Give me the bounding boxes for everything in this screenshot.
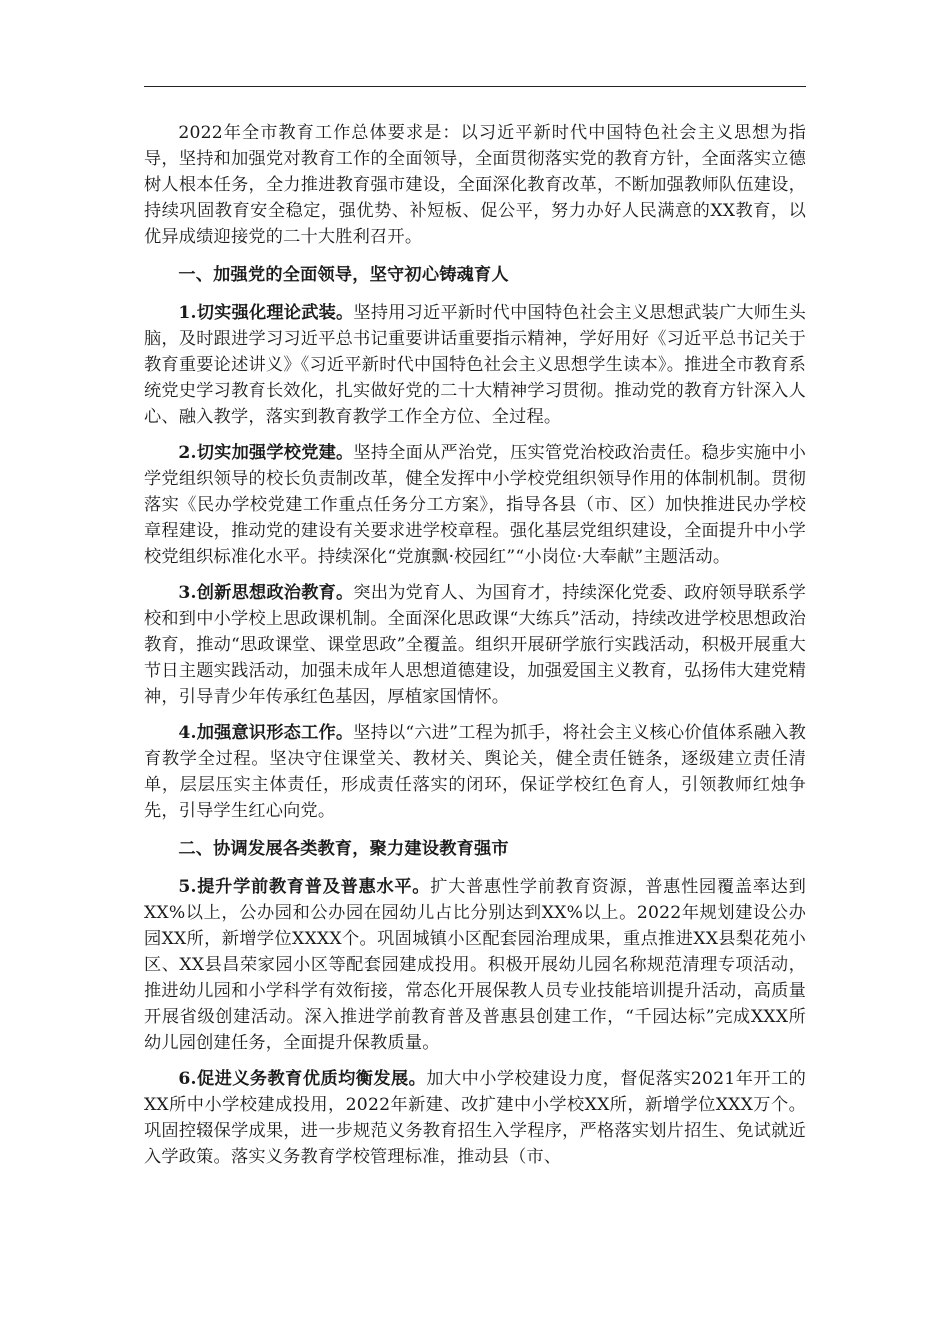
item-3-body: 突出为党育人、为国育才，持续深化党委、政府领导联系学校和到中小学校上思政课机制。全面深化思政课“大练兵”活动，持续改进学校思想政治教育，推动“思政课堂、课堂思政”全覆盖。组织开展研学旅行实践活动，积极开展重大节日主题实践活动，加强未成年人思想道德建设，加强爱国主义教育，弘扬伟大建党精神，引导青少年传承红色基因，厚植家国情怀。	[144, 583, 806, 707]
item-2-paragraph	[144, 440, 806, 570]
intro-paragraph: 2022年全市教育工作总体要求是：以习近平新时代中国特色社会主义思想为指导，坚持和加强党对教育工作的全面领导，全面贯彻落实党的教育方针，全面落实立德树人根本任务，全力推进教育强市建设，全面深化教育改革，不断加强教师队伍建设，持续巩固教育安全稳定，强优势、补短板、促公平，努力办好人民满意的XX教育，以优异成绩迎接党的二十大胜利召开。	[144, 123, 806, 247]
item-5-title: 5.提升学前教育普及普惠水平。	[178, 877, 431, 897]
header-rule	[144, 86, 806, 87]
item-2-title: 2.切实加强学校党建。	[178, 443, 354, 463]
item-6-body: 加大中小学校建设力度，督促落实2021年开工的XX所中小学校建成投用，2022年新建、改扩建中小学校XX所，新增学位XXX万个。巩固控辍保学成果，进一步规范义务教育招生入学程序，严格落实划片招生、免试就近入学政策。落实义务教育学校管理标准，推动县（市、	[144, 1069, 807, 1167]
item-2-body: 坚持全面从严治党，压实管党治校政治责任。稳步实施中小学党组织领导的校长负责制改革，健全发挥中小学校党组织领导作用的体制机制。贯彻落实《民办学校党建工作重点任务分工方案》，指导各县（市、区）加快推进民办学校章程建设，推动党的建设有关要求进学校章程。强化基层党组织建设，全面提升中小学校党组织标准化水平。持续深化“党旗飘·校园红”“小岗位·大奉献”主题活动。	[144, 443, 806, 567]
item-4-body: 坚持以“六进”工程为抓手，将社会主义核心价值体系融入教育教学全过程。坚决守住课堂关、教材关、舆论关，健全责任链条，逐级建立责任清单，层层压实主体责任，形成责任落实的闭环，保证学校红色育人，引领教师红烛争先，引导学生红心向党。	[144, 723, 806, 821]
document-body	[144, 120, 806, 1180]
item-6-title: 6.促进义务教育优质均衡发展。	[178, 1069, 427, 1089]
item-5-body: 扩大普惠性学前教育资源，普惠性园覆盖率达到XX%以上，公办园和公办园在园幼儿占比分别达到XX%以上。2022年规划建设公办园XX所，新增学位XXXX个。巩固城镇小区配套园治理成果，重点推进XX县梨花苑小区、XX县昌荣家园小区等配套园建成投用。积极开展幼儿园名称规范清理专项活动，推进幼儿园和小学科学有效衔接，常态化开展保教人员专业技能培训提升活动，高质量开展省级创建活动。深入推进学前教育普及普惠县创建工作，“千园达标”完成XXX所幼儿园创建任务，全面提升保教质量。	[144, 877, 806, 1053]
item-4-paragraph	[144, 720, 806, 824]
section-1-heading: 一、加强党的全面领导，坚守初心铸魂育人	[178, 265, 509, 285]
item-3-paragraph	[144, 580, 806, 710]
item-3-title: 3.创新思想政治教育。	[178, 583, 354, 603]
item-5-paragraph	[144, 874, 806, 1056]
item-6-paragraph	[144, 1066, 806, 1170]
item-1-title: 1.切实强化理论武装。	[178, 303, 354, 323]
section-2-heading: 二、协调发展各类教育，聚力建设教育强市	[178, 839, 509, 859]
item-4-title: 4.加强意识形态工作。	[178, 723, 354, 743]
item-1-paragraph	[144, 300, 806, 430]
item-1-body: 坚持用习近平新时代中国特色社会主义思想武装广大师生头脑，及时跟进学习习近平总书记重要讲话重要指示精神，学好用好《习近平总书记关于教育重要论述讲义》《习近平新时代中国特色社会主义思想学生读本》。推进全市教育系统党史学习教育长效化，扎实做好党的二十大精神学习贯彻。推动党的教育方针深入人心、融入教学，落实到教育教学工作全方位、全过程。	[144, 303, 806, 427]
